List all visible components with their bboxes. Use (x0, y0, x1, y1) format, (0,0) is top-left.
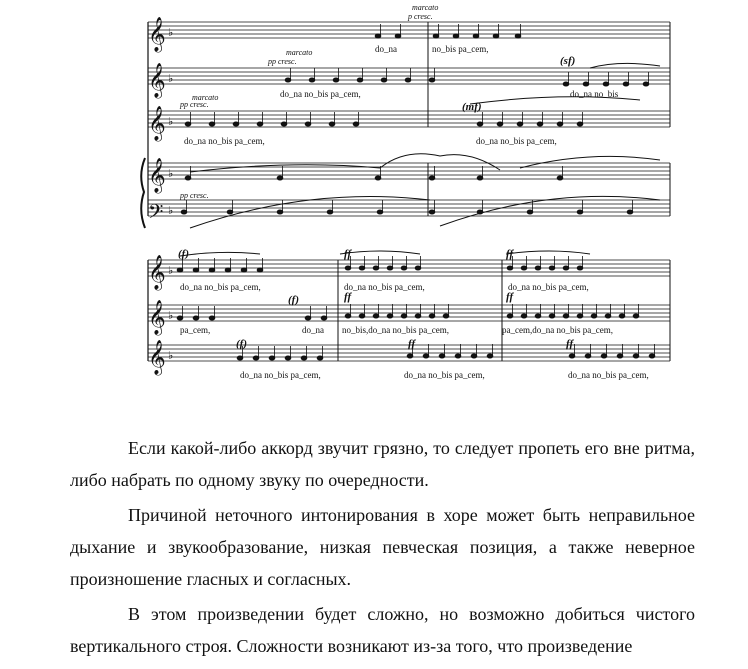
treble-clef-icon: 𝄞 (148, 158, 166, 193)
bass-clef-icon: 𝄢 (148, 200, 164, 228)
note-head (517, 122, 523, 126)
note-head (209, 316, 215, 320)
note-head (619, 314, 625, 318)
dynamic-mark: (f) (288, 294, 299, 306)
note-head (185, 176, 191, 180)
note-head (269, 356, 275, 360)
dynamic-mark: ff (506, 291, 514, 303)
svg-text:♭: ♭ (168, 264, 174, 277)
key-signatures (168, 26, 173, 362)
dynamic-mark: (mf) (462, 101, 482, 113)
note-head (333, 78, 339, 82)
note-head (515, 34, 521, 38)
dynamic-mark: ff (566, 338, 574, 350)
note-head (473, 34, 479, 38)
note-head (395, 34, 401, 38)
note-head (407, 354, 413, 358)
note-head (373, 266, 379, 270)
bar-lines (148, 22, 670, 361)
note-head (535, 266, 541, 270)
dynamic-mark: pp cresc. (180, 100, 209, 109)
note-head (577, 314, 583, 318)
treble-clef-icon: 𝄞 (148, 255, 166, 290)
slur (380, 154, 500, 170)
note-head (357, 78, 363, 82)
note-head (633, 354, 639, 358)
paragraph: В этом произведении будет сложно, но возможно добиться чистого вертикального строя. Сложности возникают из-за того, что произведение (70, 604, 695, 656)
note-head (507, 314, 513, 318)
lyric-text: do_na no_bis pa_cem, (180, 282, 261, 292)
dynamic-mark: ff (344, 248, 352, 260)
note-head (241, 268, 247, 272)
note-head (477, 122, 483, 126)
note-head (507, 266, 513, 270)
dynamic-mark: (f) (236, 338, 247, 350)
body-text (70, 432, 695, 662)
treble-clef-icon: 𝄞 (148, 106, 166, 141)
note-head (627, 210, 633, 214)
note-head (527, 210, 533, 214)
note-head (549, 266, 555, 270)
note-head (257, 122, 263, 126)
notes (177, 24, 655, 360)
note-head (237, 356, 243, 360)
note-head (329, 122, 335, 126)
dynamic-mark: pp cresc. (268, 57, 297, 66)
dynamic-mark: marcato (192, 93, 219, 102)
slur (506, 251, 590, 254)
note-head (577, 266, 583, 270)
note-head (577, 210, 583, 214)
note-head (521, 314, 527, 318)
slur (180, 252, 260, 256)
note-head (549, 314, 555, 318)
note-head (309, 78, 315, 82)
note-head (477, 176, 483, 180)
note-head (439, 354, 445, 358)
note-head (177, 316, 183, 320)
note-head (373, 314, 379, 318)
note-head (569, 354, 575, 358)
note-head (633, 314, 639, 318)
note-head (193, 316, 199, 320)
note-head (281, 122, 287, 126)
note-head (345, 314, 351, 318)
note-head (617, 354, 623, 358)
lyric-text: do_na no_bis pa_cem, (184, 136, 265, 146)
note-head (327, 210, 333, 214)
note-head (209, 122, 215, 126)
staff-lines (148, 22, 670, 361)
dynamic-mark: ff (344, 291, 352, 303)
note-head (563, 266, 569, 270)
note-head (415, 314, 421, 318)
note-head (429, 176, 435, 180)
lyric-text: pa_cem,do_na no_bis pa_cem, (502, 325, 613, 335)
note-head (177, 268, 183, 272)
note-head (429, 78, 435, 82)
note-head (487, 354, 493, 358)
note-head (225, 268, 231, 272)
note-head (387, 314, 393, 318)
note-head (277, 210, 283, 214)
svg-text:♭: ♭ (168, 349, 174, 362)
note-head (345, 266, 351, 270)
note-head (623, 82, 629, 86)
lyric-text: do_na no_bis (570, 89, 619, 99)
note-head (193, 268, 199, 272)
dynamic-mark: marcato (412, 3, 439, 12)
note-head (257, 268, 263, 272)
slur (340, 251, 420, 254)
note-head (433, 34, 439, 38)
note-head (321, 316, 327, 320)
note-head (227, 210, 233, 214)
note-head (497, 122, 503, 126)
music-score-excerpt (140, 0, 685, 395)
note-head (317, 356, 323, 360)
note-head (471, 354, 477, 358)
note-head (285, 78, 291, 82)
slur (590, 63, 660, 68)
note-head (185, 122, 191, 126)
note-head (537, 122, 543, 126)
note-head (455, 354, 461, 358)
paragraph: Причиной неточного интонирования в хоре может быть неправильное дыхание и звукообразование, низкая певческая позиция, а также неверное произношение гласных и согласных. (70, 505, 695, 589)
note-head (305, 122, 311, 126)
note-head (387, 266, 393, 270)
note-head (577, 122, 583, 126)
lyric-text: do_na no_bis pa_cem, (240, 370, 321, 380)
note-head (601, 354, 607, 358)
note-head (359, 314, 365, 318)
note-head (305, 316, 311, 320)
note-head (521, 266, 527, 270)
piano-brace (141, 158, 145, 228)
note-head (583, 82, 589, 86)
lyric-text: do_na no_bis pa_cem, (344, 282, 425, 292)
note-head (429, 210, 435, 214)
lyric-text: do_na (302, 325, 324, 335)
note-head (643, 82, 649, 86)
lyric-text: do_na no_bis pa_cem, (280, 89, 361, 99)
note-head (401, 266, 407, 270)
dynamic-mark: pp cresc. (180, 191, 209, 200)
note-head (377, 210, 383, 214)
note-head (353, 122, 359, 126)
lyric-text: do_na (375, 44, 397, 54)
dynamic-mark: (f) (178, 248, 189, 260)
note-head (277, 176, 283, 180)
note-head (415, 266, 421, 270)
note-head (563, 314, 569, 318)
dynamic-mark: p cresc. (408, 12, 433, 21)
svg-text:♭: ♭ (168, 26, 174, 39)
note-head (359, 266, 365, 270)
note-head (649, 354, 655, 358)
clefs (148, 17, 166, 376)
lyric-text: do_na no_bis pa_cem, (476, 136, 557, 146)
note-head (557, 176, 563, 180)
dynamic-mark: (sf) (560, 55, 576, 67)
note-head (605, 314, 611, 318)
treble-clef-icon: 𝄞 (148, 63, 166, 98)
note-head (285, 356, 291, 360)
slur (520, 156, 660, 168)
dynamic-mark: ff (506, 248, 514, 260)
note-head (557, 122, 563, 126)
paragraph: Если какой-либо аккорд звучит грязно, то следует пропеть его вне ритма, либо набрать по одному звуку по очередности. (70, 438, 695, 490)
dynamic-mark: ff (408, 338, 416, 350)
treble-clef-icon: 𝄞 (148, 340, 166, 375)
note-head (401, 314, 407, 318)
note-head (375, 34, 381, 38)
note-head (603, 82, 609, 86)
dynamic-mark: marcato (286, 48, 313, 57)
treble-clef-icon: 𝄞 (148, 17, 166, 52)
note-head (181, 210, 187, 214)
note-head (591, 314, 597, 318)
treble-clef-icon: 𝄞 (148, 300, 166, 335)
note-head (375, 176, 381, 180)
svg-text:♭: ♭ (168, 204, 174, 217)
note-head (381, 78, 387, 82)
note-head (423, 354, 429, 358)
note-head (209, 268, 215, 272)
lyric-text: do_na no_bis pa_cem, (404, 370, 485, 380)
note-head (443, 314, 449, 318)
svg-text:♭: ♭ (168, 309, 174, 322)
note-head (301, 356, 307, 360)
note-head (429, 314, 435, 318)
svg-text:♭: ♭ (168, 115, 174, 128)
note-head (563, 82, 569, 86)
svg-text:♭: ♭ (168, 72, 174, 85)
lyric-text: do_na no_bis pa_cem, (508, 282, 589, 292)
note-head (233, 122, 239, 126)
note-head (585, 354, 591, 358)
note-head (493, 34, 499, 38)
lyric-text: pa_cem, (180, 325, 211, 335)
note-head (405, 78, 411, 82)
svg-text:♭: ♭ (168, 167, 174, 180)
note-head (535, 314, 541, 318)
note-head (453, 34, 459, 38)
note-head (253, 356, 259, 360)
lyric-text: no_bis pa_cem, (432, 44, 489, 54)
lyric-text: do_na no_bis pa_cem, (568, 370, 649, 380)
lyric-text: no_bis,do_na no_bis pa_cem, (342, 325, 449, 335)
